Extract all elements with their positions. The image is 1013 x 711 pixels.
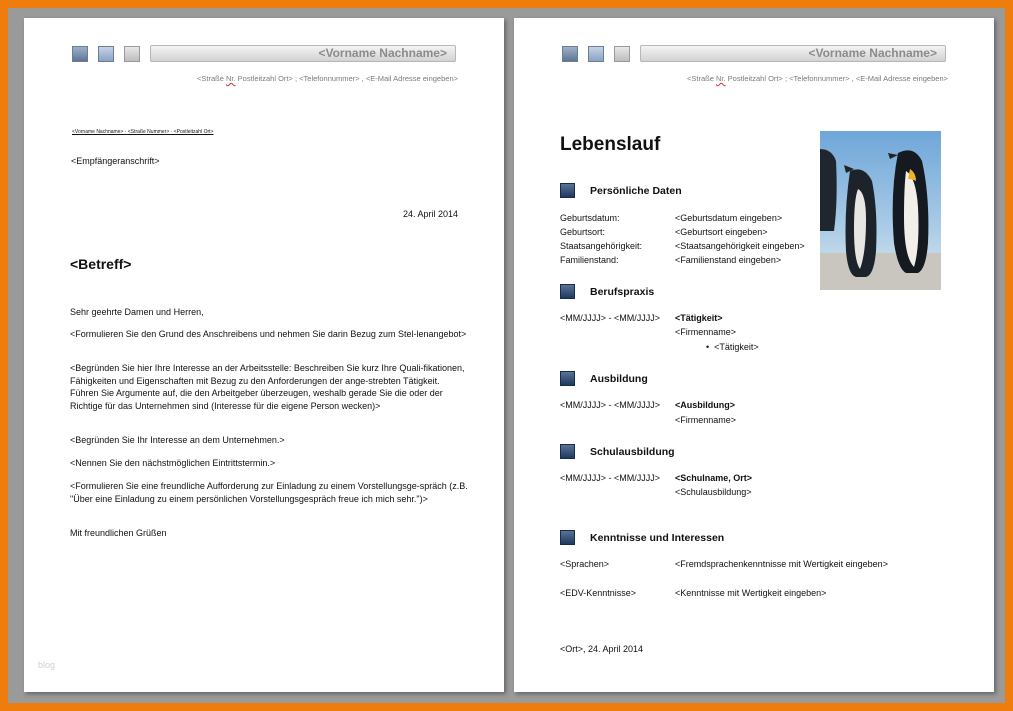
name-header-bar	[150, 45, 456, 62]
header-square-mid	[98, 46, 114, 62]
school-period: <MM/JJJJ> - <MM/JJJJ>	[560, 473, 661, 483]
training-company: <Firmenname>	[675, 415, 737, 425]
letter-subject: <Betreff>	[70, 256, 132, 272]
value-nationality: <Staatsangehörigkeit eingeben>	[675, 241, 805, 251]
section-heading-skills: Kenntnisse und Interessen	[590, 532, 725, 544]
section-heading-work: Berufspraxis	[590, 286, 655, 298]
paragraph-start-date: <Nennen Sie den nächstmöglichen Eintrittstermin.>	[70, 458, 276, 468]
label-marital-status: Familienstand:	[560, 255, 619, 265]
contact-line: <Straße Nr. Postleitzahl Ort> ; <Telefonnummer> , <E-Mail Adresse eingeben>	[197, 74, 458, 83]
section-icon	[560, 371, 575, 386]
watermark: blog	[38, 660, 56, 670]
penguins-photo	[820, 131, 941, 290]
section-icon	[560, 530, 575, 545]
contact-line: <Straße Nr. Postleitzahl Ort> ; <Telefonnummer> , <E-Mail Adresse eingeben>	[687, 74, 948, 83]
header-square-mid	[588, 46, 604, 62]
header-square-dark	[72, 46, 88, 62]
header-square-light	[124, 46, 140, 62]
cover-letter-page	[24, 18, 504, 692]
value-it-skills: <Kenntnisse mit Wertigkeit eingeben>	[675, 588, 827, 598]
work-bullet-item: • <Tätigkeit>	[706, 342, 759, 352]
closing: Mit freundlichen Grüßen	[70, 528, 167, 538]
cv-page	[514, 18, 994, 692]
label-nationality: Staatsangehörigkeit:	[560, 241, 643, 251]
value-marital-status: <Familienstand eingeben>	[675, 255, 782, 265]
section-icon	[560, 284, 575, 299]
label-it-skills: <EDV-Kenntnisse>	[560, 588, 637, 598]
section-heading-school: Schulausbildung	[590, 446, 675, 458]
sender-line: <Vorname Nachname> · <Straße Nummer> · <Postleitzahl Ort>	[72, 129, 214, 135]
name-header-bar	[640, 45, 946, 62]
section-heading-training: Ausbildung	[590, 373, 648, 385]
name-placeholder: <Vorname Nachname>	[808, 46, 937, 60]
label-birthdate: Geburtsdatum:	[560, 213, 620, 223]
paragraph-reason: <Formulieren Sie den Grund des Anschreibens und nehmen Sie darin Bezug zum Stel-lenangebot>	[70, 329, 467, 339]
value-birthplace: <Geburtsort eingeben>	[675, 227, 768, 237]
school-detail: <Schulausbildung>	[675, 487, 752, 497]
paragraph-invitation: <Formulieren Sie eine freundliche Aufforderung zur Einladung zu einem Vorstellungsge-spräch (z.B. "Über eine Einladung zu einem persönlichen Vorstellungsgespräch freue ich mich sehr.")>	[70, 481, 468, 504]
label-birthplace: Geburtsort:	[560, 227, 606, 237]
letter-date: 24. April 2014	[402, 209, 458, 219]
work-period: <MM/JJJJ> - <MM/JJJJ>	[560, 313, 661, 323]
training-title: <Ausbildung>	[675, 400, 736, 410]
header-square-dark	[562, 46, 578, 62]
value-languages: <Fremdsprachenkenntnisse mit Wertigkeit eingeben>	[675, 559, 888, 569]
school-title: <Schulname, Ort>	[675, 473, 753, 483]
section-icon	[560, 183, 575, 198]
training-period: <MM/JJJJ> - <MM/JJJJ>	[560, 400, 661, 410]
section-heading-personal: Persönliche Daten	[590, 185, 682, 197]
header-square-light	[614, 46, 630, 62]
place-date: <Ort>, 24. April 2014	[560, 644, 644, 654]
work-role: <Tätigkeit>	[675, 313, 723, 323]
salutation: Sehr geehrte Damen und Herren,	[70, 307, 204, 317]
section-icon	[560, 444, 575, 459]
paragraph-company-interest: <Begründen Sie Ihr Interesse an dem Unternehmen.>	[70, 435, 285, 445]
cv-title: Lebenslauf	[560, 134, 661, 155]
name-placeholder: <Vorname Nachname>	[318, 46, 447, 60]
recipient-address: <Empfängeranschrift>	[71, 156, 160, 166]
value-birthdate: <Geburtsdatum eingeben>	[675, 213, 783, 223]
paragraph-qualifications: <Begründen Sie hier Ihre Interesse an der Arbeitsstelle: Beschreiben Sie kurz Ihre Quali-fikationen, Fähigkeiten und Eigenschaften mit Bezug zu den Anforderungen der ange-strebten Tätigkeit. Führen Sie Argumente auf, die den Arbeitgeber überzeugen, weshalb gerade Sie die oder der Richtige für das Unternehmen sind (Interesse für die eigene Person wecken)>	[70, 363, 465, 411]
label-languages: <Sprachen>	[560, 559, 610, 569]
work-company: <Firmenname>	[675, 327, 737, 337]
